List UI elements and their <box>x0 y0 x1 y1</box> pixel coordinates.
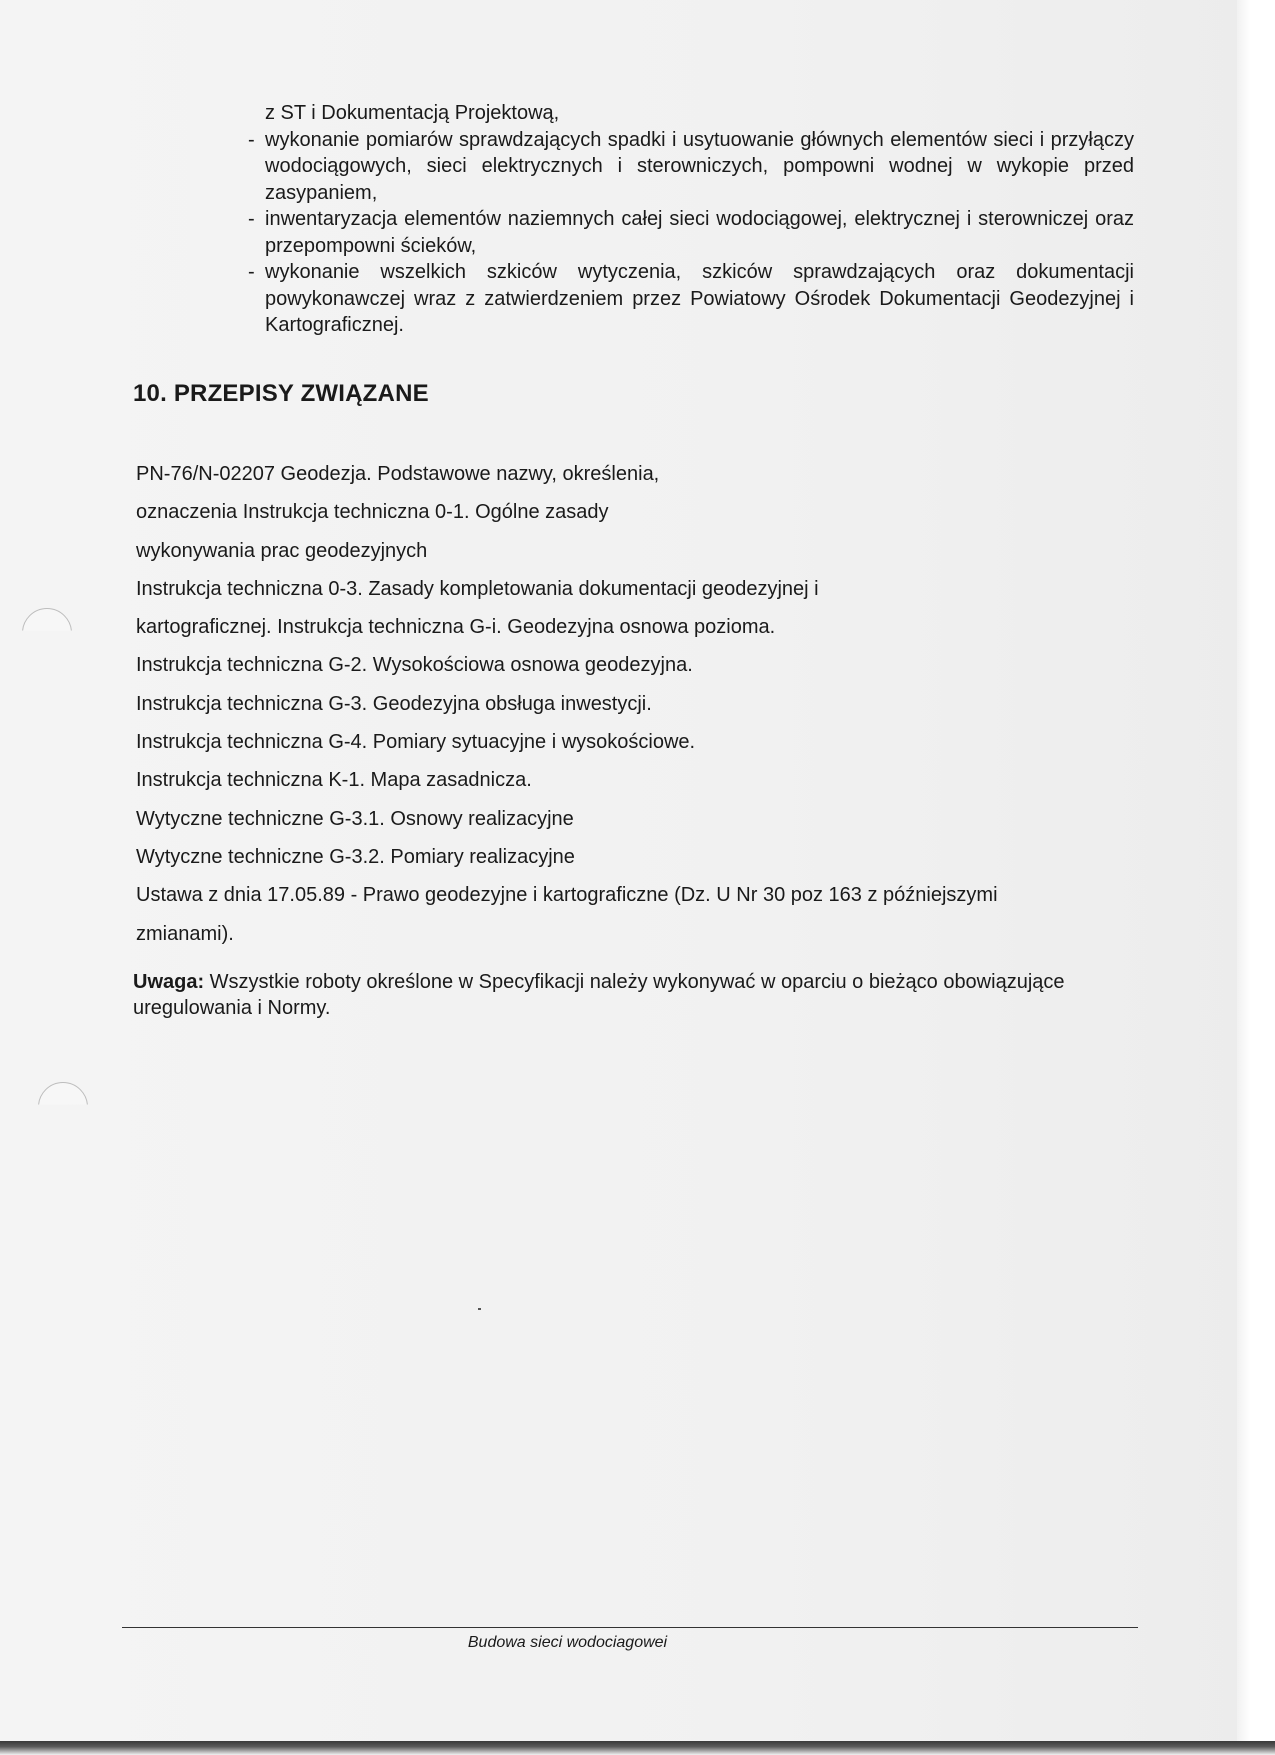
note-text: Wszystkie roboty określone w Specyfikacji należy wykonywać w oparciu o bieżąco obowiązujące uregulowania i Normy. <box>133 971 1065 1019</box>
reference-line: Instrukcja techniczna 0-3. Zasady kompletowania dokumentacji geodezyjnej i <box>136 577 819 600</box>
list-item: - wykonanie pomiarów sprawdzających spadki i usytuowanie głównych elementów sieci i przyłączy wodociągowych, sieci elektrycznych i sterowniczych, pompowni wodnej w wykopie przed zasypaniem, <box>248 127 1134 207</box>
reference-line: Wytyczne techniczne G-3.2. Pomiary realizacyjne <box>136 845 575 868</box>
list-item: - inwentaryzacja elementów naziemnych całej sieci wodociągowej, elektrycznej i sterowniczej oraz przepompowni ścieków, <box>248 206 1134 259</box>
reference-line: zmianami). <box>136 922 234 945</box>
references-list <box>136 455 1136 953</box>
list-item: - wykonanie wszelkich szkiców wytyczenia, szkiców sprawdzających oraz dokumentacji powykonawczej wraz z zatwierdzeniem przez Powiatowy Ośrodek Dokumentacji Geodezyjnej i Kartograficznej. <box>248 259 1134 339</box>
reference-line: Instrukcja techniczna G-4. Pomiary sytuacyjne i wysokościowe. <box>136 731 696 754</box>
reference-line: Instrukcja techniczna G-3. Geodezyjna obsługa inwestycji. <box>136 692 652 715</box>
footer-rule <box>122 1627 1138 1628</box>
continued-task-list <box>248 100 1134 339</box>
reference-line: PN-76/N-02207 Geodezja. Podstawowe nazwy, określenia, <box>136 463 660 485</box>
reference-line: wykonywania prac geodezyjnych <box>136 539 428 562</box>
punch-hole-bottom <box>38 1082 88 1132</box>
note-label: Uwaga: <box>133 971 205 993</box>
footer-title: Budowa sieci wodociagowei <box>467 1634 668 1651</box>
page-edge-bottom <box>0 1741 1275 1755</box>
note-paragraph <box>133 969 1133 1021</box>
reference-line: oznaczenia Instrukcja techniczna 0-1. Ogólne zasady <box>136 501 609 524</box>
list-item: z ST i Dokumentacją Projektową, <box>265 102 560 124</box>
punch-hole-top <box>22 608 72 658</box>
reference-line: Instrukcja techniczna G-2. Wysokościowa osnowa geodezyjna. <box>136 654 693 677</box>
section-heading: 10. PRZEPISY ZWIĄZANE <box>133 380 429 407</box>
reference-line: Ustawa z dnia 17.05.89 - Prawo geodezyjne i kartograficzne (Dz. U Nr 30 poz 163 z późniejszymi <box>136 884 998 907</box>
page-edge-right <box>1237 0 1275 1755</box>
scan-speck <box>478 1308 481 1310</box>
reference-line: Wytyczne techniczne G-3.1. Osnowy realizacyjne <box>136 807 574 830</box>
reference-line: kartograficznej. Instrukcja techniczna G-i. Geodezyjna osnowa pozioma. <box>136 616 776 639</box>
reference-line: Instrukcja techniczna K-1. Mapa zasadnicza. <box>136 769 532 792</box>
